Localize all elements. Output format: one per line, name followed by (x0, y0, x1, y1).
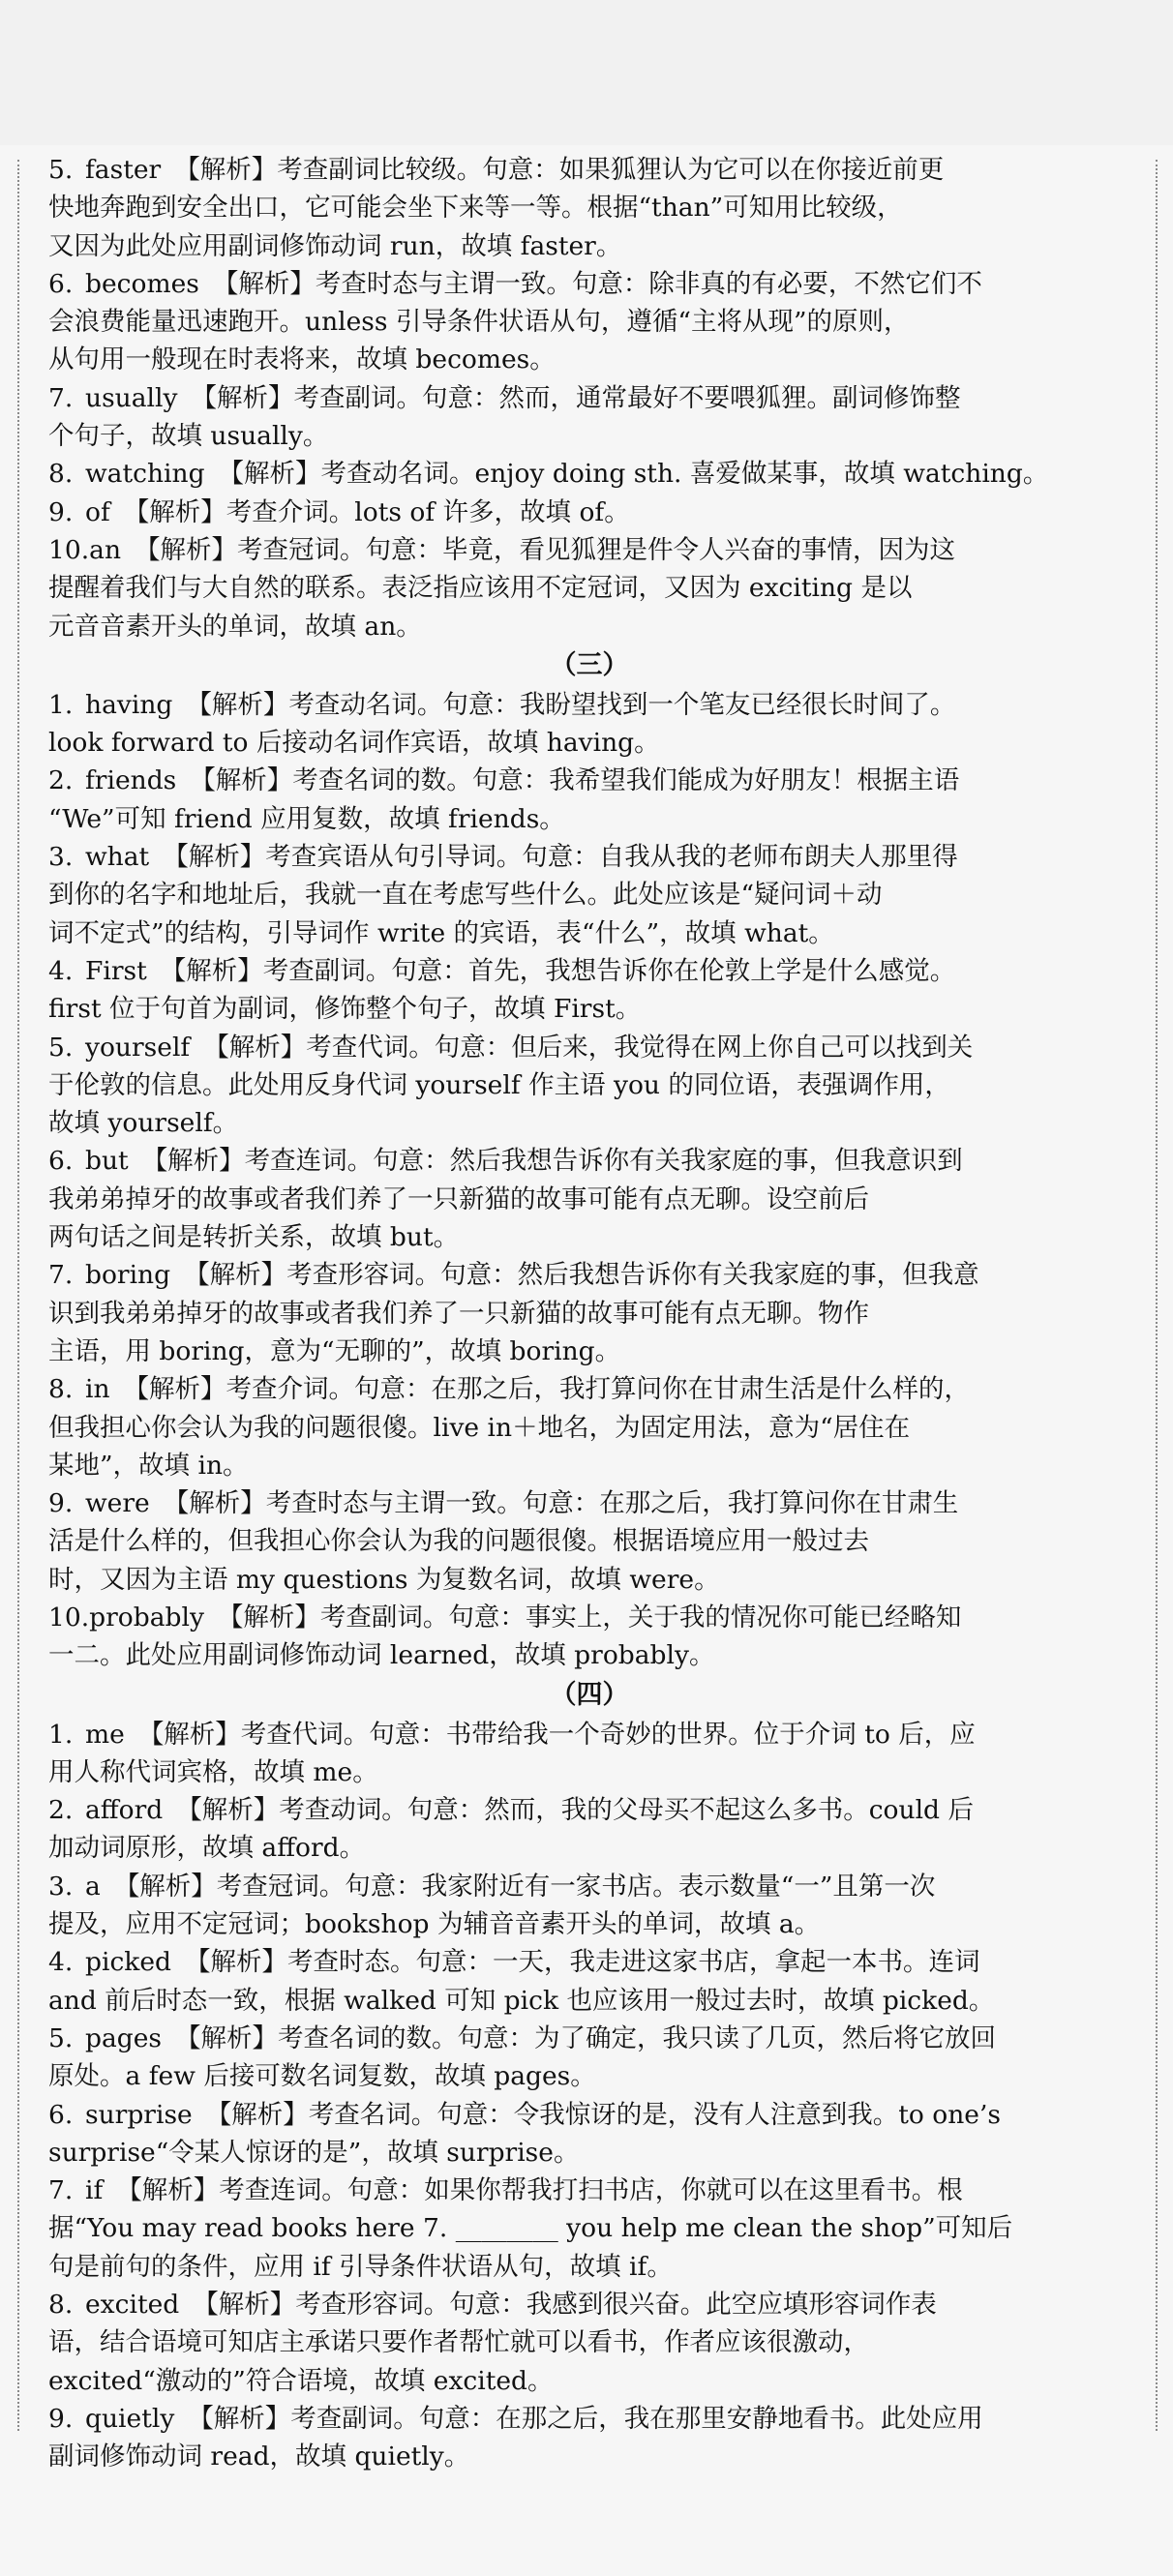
item-number: 7. (48, 382, 74, 413)
explanation-line: and 前后时态一致，根据 walked 可知 pick 也应该用一般过去时，故填 picked。 (48, 1985, 995, 2016)
answer-item (48, 1599, 1130, 1675)
answer-word: of (85, 496, 110, 527)
answer-item (48, 1370, 1130, 1484)
explanation-text: 【解析】考查时态与主谓一致。句意：除非真的有必要，不然它们不 (212, 268, 982, 299)
explanation-line: 语，结合语境可知店主承诺只要作者帮忙就可以看书，作者应该很激动， (48, 2327, 869, 2358)
explanation-line: 用人称代词宾格，故填 me。 (48, 1756, 378, 1787)
answer-word: quietly (85, 2403, 175, 2434)
left-binding-line (17, 160, 19, 2431)
item-number: 3. (48, 1871, 74, 1902)
explanation-line: 元音音素开头的单词，故填 an。 (48, 611, 422, 642)
section-heading: （四） (550, 1679, 629, 1710)
item-number: 9. (48, 1488, 74, 1519)
answer-item (48, 686, 1130, 763)
explanation-text: 【解析】考查副词。句意：事实上，关于我的情况你可能已经略知 (217, 1602, 962, 1632)
explanation-line: 从句用一般现在时表将来，故填 becomes。 (48, 344, 556, 375)
item-number: 2. (48, 1795, 74, 1826)
answer-item (48, 2020, 1130, 2096)
item-number: 3. (48, 842, 74, 873)
explanation-line: 据“You may read books here 7. ________ you help me clean the shop”可知后 (48, 2213, 1013, 2244)
explanation-text: 【解析】考查名词的数。句意：为了确定，我只读了几页，然后将它放回 (175, 2022, 997, 2053)
answer-word: friends (85, 765, 177, 796)
explanation-line: “We”可知 friend 应用复数，故填 friends。 (48, 803, 565, 834)
explanation-line: 词不定式”的结构，引导词作 write 的宾语，表“什么”，故填 what。 (48, 917, 834, 948)
explanation-line: 某地”，故填 in。 (48, 1450, 249, 1481)
item-number: 5. (48, 2022, 74, 2053)
explanation-line: 我弟弟掉牙的故事或者我们养了一只新猫的故事可能有点无聊。设空前后 (48, 1183, 869, 1214)
explanation-text: 【解析】考查副词。句意：然而，通常最好不要喂狐狸。副词修饰整 (191, 382, 961, 413)
answer-word: surprise (85, 2099, 193, 2130)
explanation-line: 但我担心你会认为我的问题很傻。live in＋地名，为固定用法，意为“居住在 (48, 1412, 911, 1443)
explanation-line: 句是前句的条件，应用 if 引导条件状语从句，故填 if。 (48, 2251, 673, 2282)
answer-item (48, 1484, 1130, 1599)
answer-word: yourself (85, 1032, 191, 1063)
explanation-line: first 位于句首为副词，修饰整个句子，故填 First。 (48, 994, 642, 1025)
answer-word: a (85, 1871, 101, 1902)
answer-word: me (85, 1719, 125, 1750)
answer-word: faster (85, 155, 162, 185)
answer-word: having (85, 689, 173, 720)
item-number: 7. (48, 1260, 74, 1291)
answer-word: excited (85, 2290, 180, 2321)
item-number: 10. (48, 534, 90, 565)
item-number: 8. (48, 459, 74, 490)
item-number: 6. (48, 268, 74, 299)
explanation-text: 【解析】考查代词。句意：书带给我一个奇妙的世界。位于介词 to 后，应 (137, 1719, 976, 1750)
item-number: 2. (48, 765, 74, 796)
answer-word: an (89, 534, 122, 565)
item-number: 7. (48, 2175, 74, 2206)
item-number: 1. (48, 1719, 74, 1750)
item-number: 6. (48, 2099, 74, 2130)
item-number: 8. (48, 1374, 74, 1405)
explanation-text: 【解析】考查动词。句意：然而，我的父母买不起这么多书。could 后 (176, 1795, 974, 1826)
answer-word: First (85, 955, 147, 986)
explanation-text: 【解析】考查冠词。句意：毕竟，看见狐狸是件令人兴奋的事情，因为这 (135, 534, 956, 565)
item-number: 10. (48, 1602, 90, 1632)
answer-word: what (85, 842, 150, 873)
explanation-text: 【解析】考查名词。句意：令我惊讶的是，没有人注意到我。to one’s (205, 2099, 1001, 2130)
explanation-line: 副词修饰动词 read，故填 quietly。 (48, 2441, 470, 2472)
answer-item (48, 494, 1130, 531)
explanation-line: 会浪费能量迅速跑开。unless 引导条件状语从句，遵循“主将从现”的原则， (48, 307, 910, 338)
explanation-line: 原处。a few 后接可数名词复数，故填 pages。 (48, 2061, 596, 2092)
explanation-text: 【解析】考查副词比较级。句意：如果狐狸认为它可以在你接近前更 (174, 155, 945, 185)
explanation-text: 【解析】考查时态。句意：一天，我走进这家书店，拿起一本书。连词 (185, 1947, 980, 1978)
item-number: 4. (48, 1947, 74, 1978)
explanation-line: 故填 yourself。 (48, 1108, 239, 1139)
answer-word: picked (85, 1947, 171, 1978)
answer-item (48, 1943, 1130, 2020)
explanation-line: 识到我弟弟掉牙的故事或者我们养了一只新猫的故事可能有点无聊。物作 (48, 1298, 869, 1329)
explanation-text: 【解析】考查连词。句意：如果你帮我打扫书店，你就可以在这里看书。根 (116, 2175, 963, 2206)
item-number: 5. (48, 155, 74, 185)
answer-word: in (85, 1374, 110, 1405)
answer-item (48, 1716, 1130, 1792)
explanation-line: 时，又因为主语 my questions 为复数名词，故填 were。 (48, 1564, 720, 1595)
answer-item (48, 1142, 1130, 1256)
explanation-text: 【解析】考查副词。句意：首先，我想告诉你在伦敦上学是什么感觉。 (160, 955, 956, 986)
answer-word: afford (85, 1795, 164, 1826)
explanation-text: 【解析】考查动名词。句意：我盼望找到一个笔友已经很长时间了。 (186, 689, 956, 720)
explanation-line: 提醒着我们与大自然的联系。表泛指应该用不定冠词，又因为 exciting 是以 (48, 573, 913, 604)
answer-item (48, 2096, 1130, 2172)
item-number: 5. (48, 1032, 74, 1063)
answer-item (48, 2172, 1130, 2286)
explanation-text: 【解析】考查形容词。句意：我感到很兴奋。此空应填形容词作表 (193, 2290, 937, 2321)
answer-item (48, 952, 1130, 1029)
explanation-line: 到你的名字和地址后，我就一直在考虑写些什么。此处应该是“疑问词＋动 (48, 880, 883, 911)
explanation-text: 【解析】考查宾语从句引导词。句意：自我从我的老师布朗夫人那里得 (163, 842, 958, 873)
explanation-line: 主语，用 boring，意为“无聊的”，故填 boring。 (48, 1335, 621, 1366)
explanation-line: 一二。此处应用副词修饰动词 learned，故填 probably。 (48, 1640, 715, 1671)
answer-item (48, 1791, 1130, 1868)
explanation-line: surprise“令某人惊讶的是”，故填 surprise。 (48, 2137, 580, 2168)
answer-item (48, 1029, 1130, 1143)
answer-item (48, 838, 1130, 952)
answer-word: watching (85, 459, 205, 490)
explanation-text: 【解析】考查代词。句意：但后来，我觉得在网上你自己可以找到关 (203, 1032, 974, 1063)
answer-word: boring (85, 1260, 171, 1291)
answer-item (48, 151, 1130, 265)
explanation-line: 又因为此处应用副词修饰动词 run，故填 faster。 (48, 230, 622, 261)
explanation-line: excited“激动的”符合语境，故填 excited。 (48, 2365, 554, 2396)
answer-item (48, 531, 1130, 645)
explanation-text: 【解析】考查连词。句意：然后我想告诉你有关我家庭的事，但我意识到 (141, 1146, 963, 1177)
answer-word: probably (89, 1602, 204, 1632)
answer-word: becomes (85, 268, 199, 299)
answer-item (48, 762, 1130, 838)
answer-item (48, 2400, 1130, 2476)
explanation-text: 【解析】考查冠词。句意：我家附近有一家书店。表示数量“一”且第一次 (113, 1871, 936, 1902)
answer-word: usually (85, 382, 178, 413)
explanation-line: 于伦敦的信息。此处用反身代词 yourself 作主语 you 的同位语，表强调作用， (48, 1069, 950, 1100)
right-binding-line (1156, 160, 1158, 2431)
explanation-line: 加动词原形，故填 afford。 (48, 1833, 366, 1864)
item-number: 9. (48, 2403, 74, 2434)
answer-item (48, 265, 1130, 379)
answer-content (48, 151, 1130, 2476)
answer-item (48, 455, 1130, 493)
answer-item (48, 379, 1130, 456)
explanation-line: 个句子，故填 usually。 (48, 421, 329, 452)
explanation-text: 【解析】考查介词。lots of 许多，故填 of。 (123, 496, 630, 527)
explanation-text: 【解析】考查副词。句意：在那之后，我在那里安静地看书。此处应用 (188, 2403, 983, 2434)
answer-item (48, 2286, 1130, 2400)
explanation-text: 【解析】考查名词的数。句意：我希望我们能成为好朋友！根据主语 (190, 765, 960, 796)
answer-word: pages (85, 2022, 163, 2053)
answer-item (48, 1868, 1130, 1944)
explanation-text: 【解析】考查介词。句意：在那之后，我打算问你在甘肃生活是什么样的， (123, 1374, 971, 1405)
section-heading: （三） (550, 649, 629, 680)
explanation-text: 【解析】考查动名词。enjoy doing sth. 喜爱做某事，故填 watching。 (218, 459, 1049, 490)
page-top-margin (0, 0, 1173, 145)
answer-item (48, 1256, 1130, 1370)
answer-word: but (85, 1146, 129, 1177)
explanation-line: 快地奔跑到安全出口，它可能会坐下来等一等。根据“than”可知用比较级， (48, 193, 903, 224)
item-number: 4. (48, 955, 74, 986)
answer-word: were (85, 1488, 150, 1519)
item-number: 1. (48, 689, 74, 720)
explanation-text: 【解析】考查形容词。句意：然后我想告诉你有关我家庭的事，但我意 (184, 1260, 979, 1291)
item-number: 8. (48, 2290, 74, 2321)
explanation-line: look forward to 后接动名词作宾语，故填 having。 (48, 728, 660, 759)
explanation-line: 活是什么样的，但我担心你会认为我的问题很傻。根据语境应用一般过去 (48, 1526, 869, 1557)
explanation-text: 【解析】考查时态与主谓一致。句意：在那之后，我打算问你在甘肃生 (163, 1488, 959, 1519)
explanation-line: 两句话之间是转折关系，故填 but。 (48, 1222, 460, 1253)
explanation-line: 提及，应用不定冠词；bookshop 为辅音音素开头的单词，故填 a。 (48, 1909, 821, 1940)
answer-word: if (85, 2175, 104, 2206)
item-number: 9. (48, 496, 74, 527)
item-number: 6. (48, 1146, 74, 1177)
